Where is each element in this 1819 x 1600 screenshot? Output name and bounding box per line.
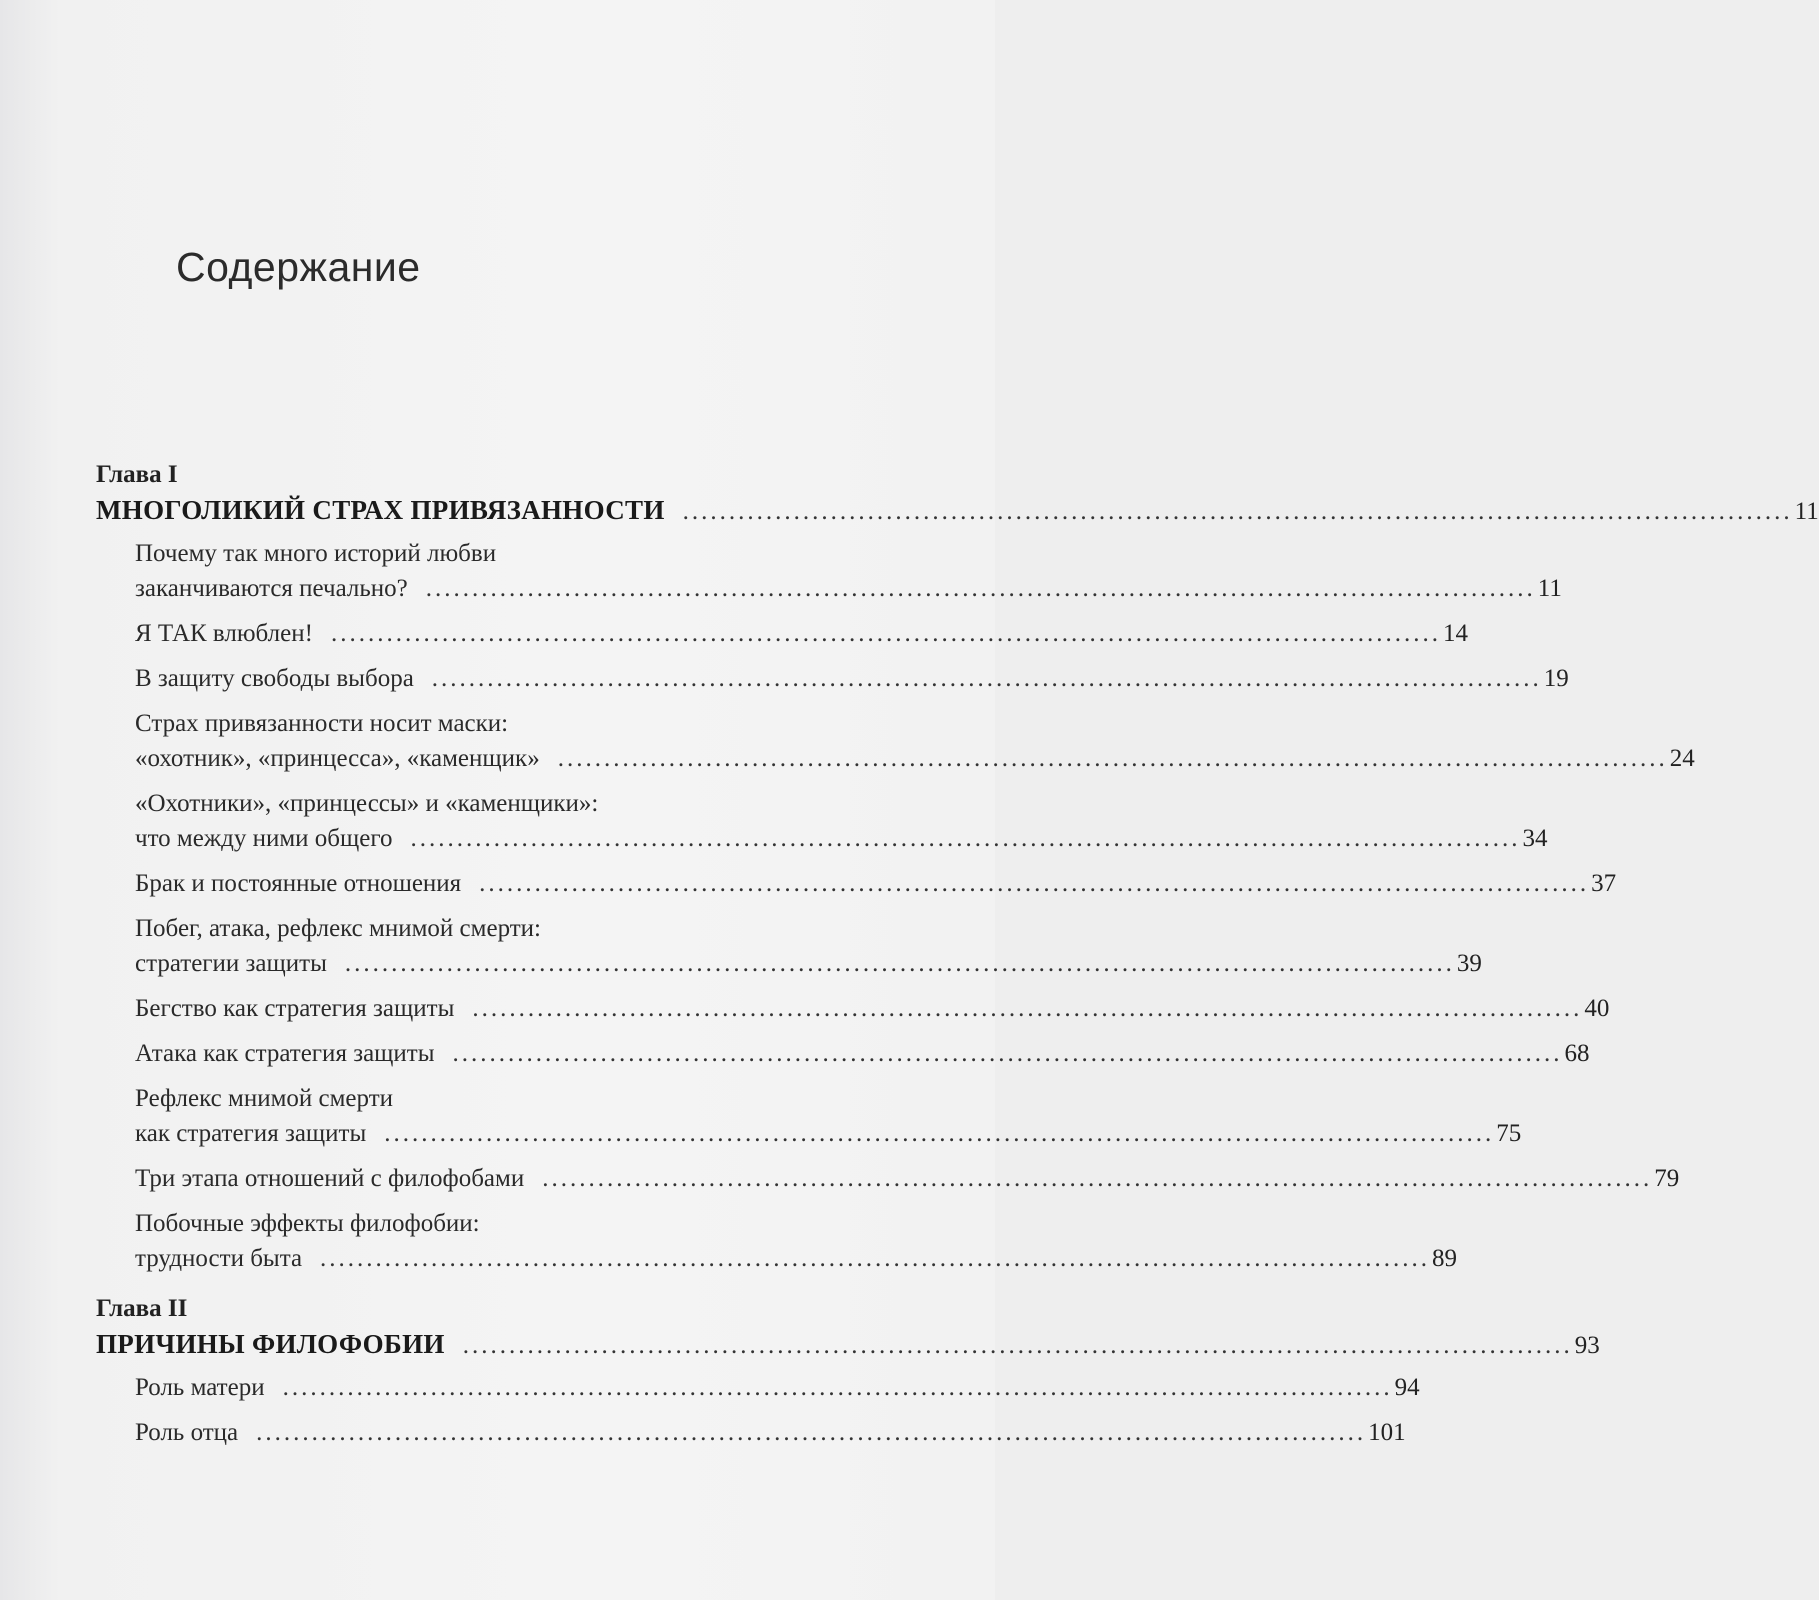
page-number: 11	[1794, 498, 1819, 525]
toc-entry[interactable]	[135, 1370, 1420, 1405]
toc-entry[interactable]	[135, 1161, 1680, 1196]
page-number: 101	[1368, 1419, 1406, 1446]
chapter-block	[96, 1294, 1600, 1450]
dot-leader: ........................................................................................................................	[344, 950, 1455, 977]
dot-leader: ........................................................................................................................	[256, 1419, 1367, 1446]
page-number: 79	[1654, 1165, 1680, 1192]
toc-entry[interactable]	[135, 536, 1562, 606]
entry-title-line-1: Побег, атака, рефлекс мнимой смерти:	[135, 915, 541, 942]
toc-entry[interactable]	[135, 1415, 1406, 1450]
dot-leader: ........................................................................................................................	[425, 575, 1536, 602]
toc-entry[interactable]	[135, 1206, 1458, 1276]
entry-title: Бегство как стратегия защиты	[135, 995, 455, 1022]
toc-entry[interactable]	[135, 1081, 1522, 1151]
chapter-title: МНОГОЛИКИЙ СТРАХ ПРИВЯЗАННОСТИ	[96, 495, 665, 525]
table-of-contents	[96, 460, 1819, 1468]
entry-title: Три этапа отношений с филофобами	[135, 1165, 525, 1192]
page-number: 89	[1432, 1245, 1458, 1272]
toc-entry[interactable]	[135, 866, 1617, 901]
entry-title-line-1: Почему так много историй любви	[135, 540, 497, 567]
section-list	[96, 536, 1695, 1276]
dot-leader: ........................................................................................................................	[557, 745, 1668, 772]
section-list	[96, 1370, 1420, 1450]
entry-title: что между ними общего	[135, 825, 393, 852]
dot-leader: ........................................................................................................................	[452, 1040, 1563, 1067]
page-number: 94	[1394, 1374, 1420, 1401]
dot-leader: ........................................................................................................................	[320, 1245, 1431, 1272]
entry-title-line-1: «Охотники», «принцессы» и «каменщики»:	[135, 790, 599, 817]
dot-leader: ........................................................................................................................	[330, 620, 1441, 647]
toc-entry[interactable]	[135, 706, 1695, 776]
chapter-label: Глава I	[96, 461, 178, 488]
page-number: 37	[1591, 870, 1617, 897]
entry-title: В защиту свободы выбора	[135, 665, 414, 692]
entry-title: «охотник», «принцесса», «каменщик»	[135, 745, 540, 772]
page-title: Содержание	[176, 244, 421, 290]
page-number: 24	[1669, 745, 1695, 772]
dot-leader: ........................................................................................................................	[282, 1374, 1393, 1401]
entry-title: Атака как стратегия защиты	[135, 1040, 435, 1067]
entry-title-line-1: Побочные эффекты филофобии:	[135, 1210, 480, 1237]
entry-title: Роль отца	[135, 1419, 239, 1446]
dot-leader: ........................................................................................................................	[682, 498, 1793, 525]
dot-leader: ........................................................................................................................	[479, 870, 1590, 897]
page-number: 75	[1496, 1120, 1522, 1147]
chapter-title-row[interactable]	[96, 490, 1819, 532]
page-number: 39	[1456, 950, 1482, 977]
toc-entry[interactable]	[135, 786, 1548, 856]
dot-leader: ........................................................................................................................	[472, 995, 1583, 1022]
chapter-label: Глава II	[96, 1295, 188, 1322]
page-number: 34	[1522, 825, 1548, 852]
entry-title: как стратегия защиты	[135, 1120, 367, 1147]
toc-entry[interactable]	[135, 661, 1569, 696]
chapter-title: ПРИЧИНЫ ФИЛОФОБИИ	[96, 1329, 445, 1359]
entry-title: Я ТАК влюблен!	[135, 620, 313, 647]
page-number: 68	[1564, 1040, 1590, 1067]
page-number: 11	[1537, 575, 1562, 602]
entry-title: Брак и постоянные отношения	[135, 870, 462, 897]
toc-entry[interactable]	[135, 991, 1610, 1026]
dot-leader: ........................................................................................................................	[384, 1120, 1495, 1147]
entry-title: Роль матери	[135, 1374, 265, 1401]
dot-leader: ........................................................................................................................	[410, 825, 1521, 852]
dot-leader: ........................................................................................................................	[431, 665, 1542, 692]
dot-leader: ........................................................................................................................	[462, 1332, 1573, 1359]
toc-entry[interactable]	[135, 911, 1482, 981]
entry-title: заканчиваются печально?	[135, 575, 408, 602]
entry-title: стратегии защиты	[135, 950, 327, 977]
toc-entry[interactable]	[135, 616, 1468, 651]
chapter-title-row[interactable]	[96, 1324, 1600, 1366]
page-number: 40	[1584, 995, 1610, 1022]
entry-title-line-1: Рефлекс мнимой смерти	[135, 1085, 394, 1112]
page-number: 14	[1442, 620, 1468, 647]
page-number: 19	[1543, 665, 1569, 692]
chapter-block	[96, 460, 1819, 1276]
page-number: 93	[1574, 1332, 1600, 1359]
dot-leader: ........................................................................................................................	[542, 1165, 1653, 1192]
toc-entry[interactable]	[135, 1036, 1590, 1071]
entry-title-line-1: Страх привязанности носит маски:	[135, 710, 509, 737]
entry-title: трудности быта	[135, 1245, 303, 1272]
